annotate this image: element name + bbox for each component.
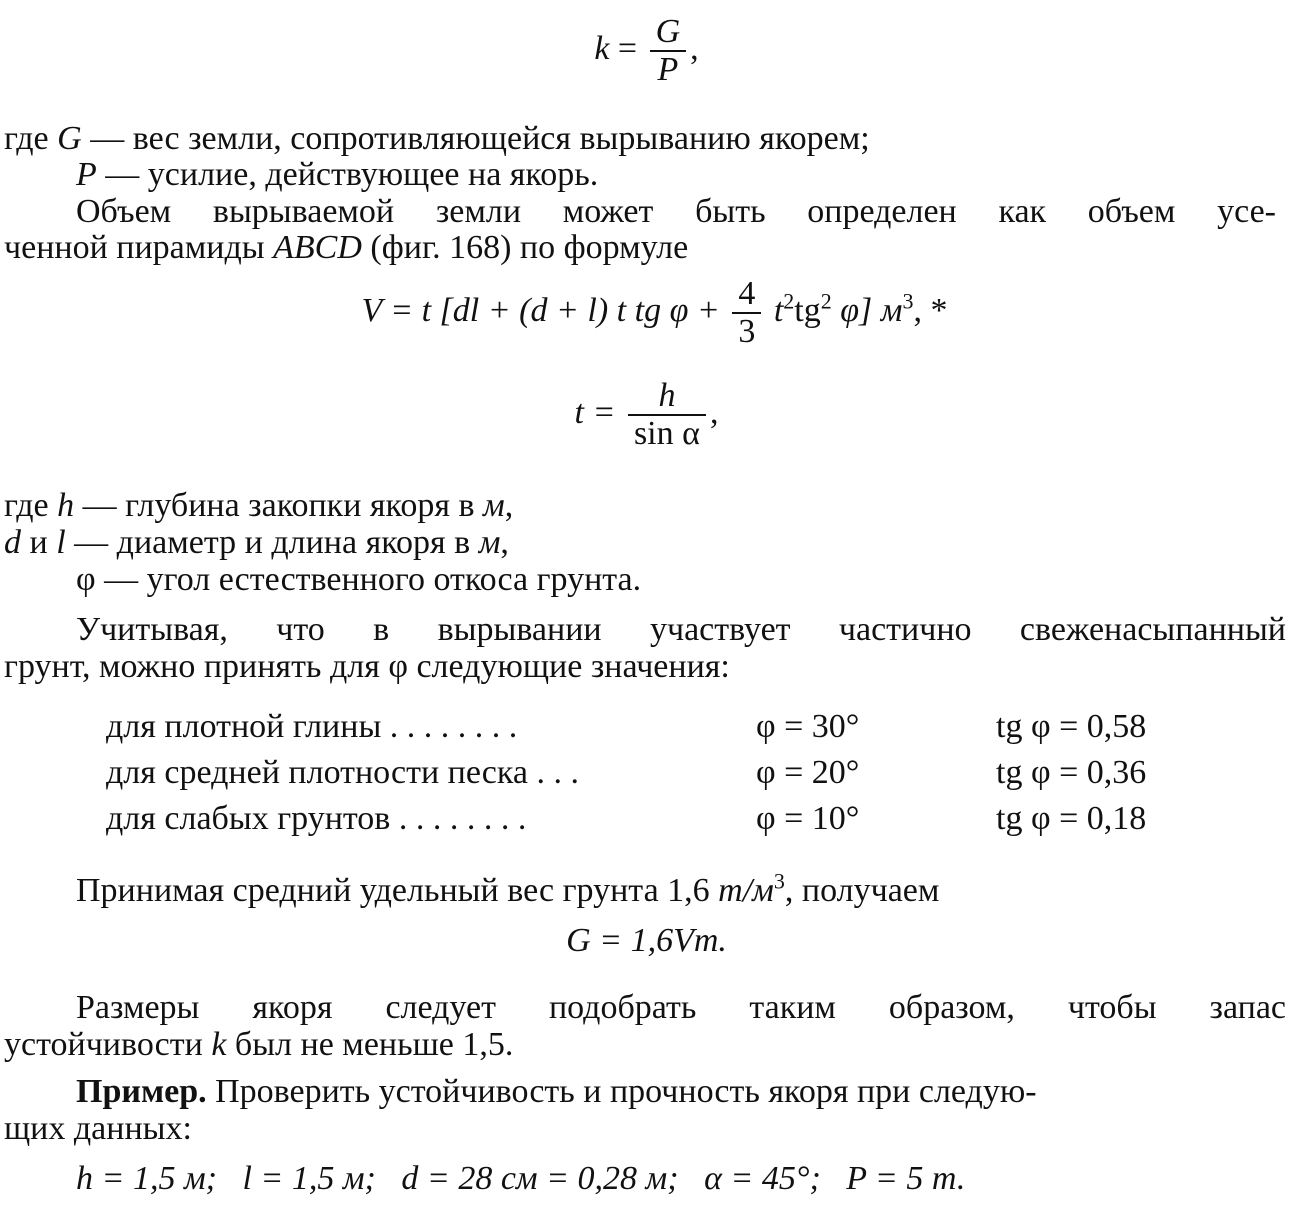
- var-p: P: [76, 156, 97, 193]
- formula-v-denominator: 3: [738, 313, 756, 350]
- var-d: d: [4, 524, 21, 561]
- example-text: Проверить устойчивость и прочность якоря при следую-: [206, 1073, 1037, 1110]
- para-weight: [76, 868, 940, 910]
- formula-v-fraction: [732, 276, 761, 350]
- example-label: Пример.: [76, 1073, 207, 1110]
- para-weight-sup: 3: [773, 868, 785, 894]
- var-abcd: ABCD: [273, 229, 362, 266]
- where-dl-and: и: [21, 524, 57, 561]
- formula-v-numerator: 4: [732, 276, 761, 314]
- soil-row-weak: [106, 799, 1146, 839]
- where-p-text: — усилие, действующее на якорь.: [96, 156, 599, 193]
- formula-v-sup3: 3: [902, 288, 914, 314]
- soil-name: для средней плотности песка . . .: [106, 754, 579, 791]
- where-dl-unit: м: [478, 524, 501, 561]
- formula-t-denominator: sin α: [633, 415, 700, 452]
- para-soil-line2: грунт, можно принять для φ следующие значения:: [4, 648, 730, 685]
- para-size-text-a: устойчивости: [4, 1026, 212, 1063]
- where-dl-end: ,: [500, 524, 509, 561]
- formula-v-part-c: tg: [794, 291, 821, 329]
- where-h-unit: м: [483, 487, 505, 524]
- soil-name: для слабых грунтов . . . . . . . .: [106, 800, 527, 837]
- para-size-text-b: был не меньше 1,5.: [226, 1026, 514, 1063]
- var-l: l: [56, 524, 66, 561]
- where-g-text: — вес земли, сопротивляющейся вырыванию якорем;: [81, 120, 870, 157]
- para-weight-text: Принимая средний удельный вес грунта 1,6: [76, 872, 719, 909]
- var-h: h: [57, 487, 75, 524]
- para-soil-line1: Учитывая, что в вырывании участвует частично свеженасыпанный: [76, 611, 1286, 648]
- where-h-line: [4, 487, 513, 525]
- soil-phi: φ = 20°: [756, 754, 860, 791]
- soil-row-sand: [106, 753, 1146, 793]
- formula-v-part-d: φ] м: [831, 291, 903, 329]
- para-volume-line2: [4, 229, 688, 267]
- soil-tg: tg φ = 0,18: [996, 800, 1147, 837]
- para-weight-end: , получаем: [784, 872, 940, 909]
- formula-v-sup1: 2: [783, 288, 795, 314]
- where-g-line: [4, 120, 870, 158]
- formula-k-denominator: P: [657, 51, 679, 88]
- formula-t: [0, 378, 1293, 452]
- var-k: k: [211, 1026, 227, 1063]
- example-line1: [76, 1073, 1037, 1111]
- formula-t-fraction: [628, 378, 706, 452]
- formula-k-eq: =: [617, 29, 638, 67]
- where-dl-line: [4, 524, 509, 562]
- formula-k: [0, 14, 1293, 88]
- where-phi-text: — угол естественного откоса грунта.: [95, 561, 642, 598]
- formula-k-lhs: k: [594, 29, 610, 67]
- para-weight-unit: т/м: [718, 872, 774, 909]
- formula-g: G = 1,6Vm.: [566, 922, 727, 959]
- where-h-end: ,: [504, 487, 514, 524]
- soil-phi: φ = 10°: [756, 800, 860, 837]
- soil-name: для плотной глины . . . . . . . .: [106, 708, 518, 745]
- formula-v-part-e: , *: [913, 291, 948, 329]
- where-h-text: — глубина закопки якоря в: [74, 487, 484, 524]
- soil-tg: tg φ = 0,36: [996, 754, 1147, 791]
- formula-t-numerator: h: [628, 378, 706, 416]
- example-line2: щих данных:: [4, 1110, 192, 1147]
- where-dl-text: — диаметр и длина якоря в: [65, 524, 479, 561]
- formula-v: [8, 276, 1293, 350]
- formula-k-numerator: G: [650, 14, 687, 52]
- para-size-line1: Размеры якоря следует подобрать таким образом, чтобы запас: [76, 989, 1286, 1026]
- formula-k-fraction: [650, 14, 687, 88]
- where-prefix: где: [4, 120, 58, 157]
- where-phi-line: [76, 561, 641, 599]
- para-size-line2: [4, 1026, 513, 1064]
- formula-k-tail: ,: [690, 29, 699, 67]
- example-data: h = 1,5 м; l = 1,5 м; d = 28 см = 0,28 м; α = 45°; P = 5 т.: [76, 1160, 966, 1197]
- formula-v-sup2: 2: [820, 288, 832, 314]
- formula-t-tail: ,: [709, 393, 719, 431]
- var-g: G: [57, 120, 82, 157]
- formula-v-part-b: t: [765, 291, 784, 329]
- where-h-prefix: где: [4, 487, 58, 524]
- soil-phi: φ = 30°: [756, 708, 860, 745]
- where-p-line: [76, 156, 598, 194]
- para-volume-line1: Объем вырываемой земли может быть определен как объем усе-: [76, 193, 1276, 230]
- para-volume-text-a: ченной пирамиды: [4, 229, 274, 266]
- soil-row-clay: [106, 707, 1146, 747]
- formula-v-part-a: V = t [dl + (d + l) t tg φ +: [361, 291, 729, 329]
- var-phi: φ: [76, 561, 96, 598]
- formula-t-lhs: t =: [574, 393, 616, 431]
- soil-tg: tg φ = 0,58: [996, 708, 1147, 745]
- para-volume-text-b: (фиг. 168) по формуле: [361, 229, 689, 266]
